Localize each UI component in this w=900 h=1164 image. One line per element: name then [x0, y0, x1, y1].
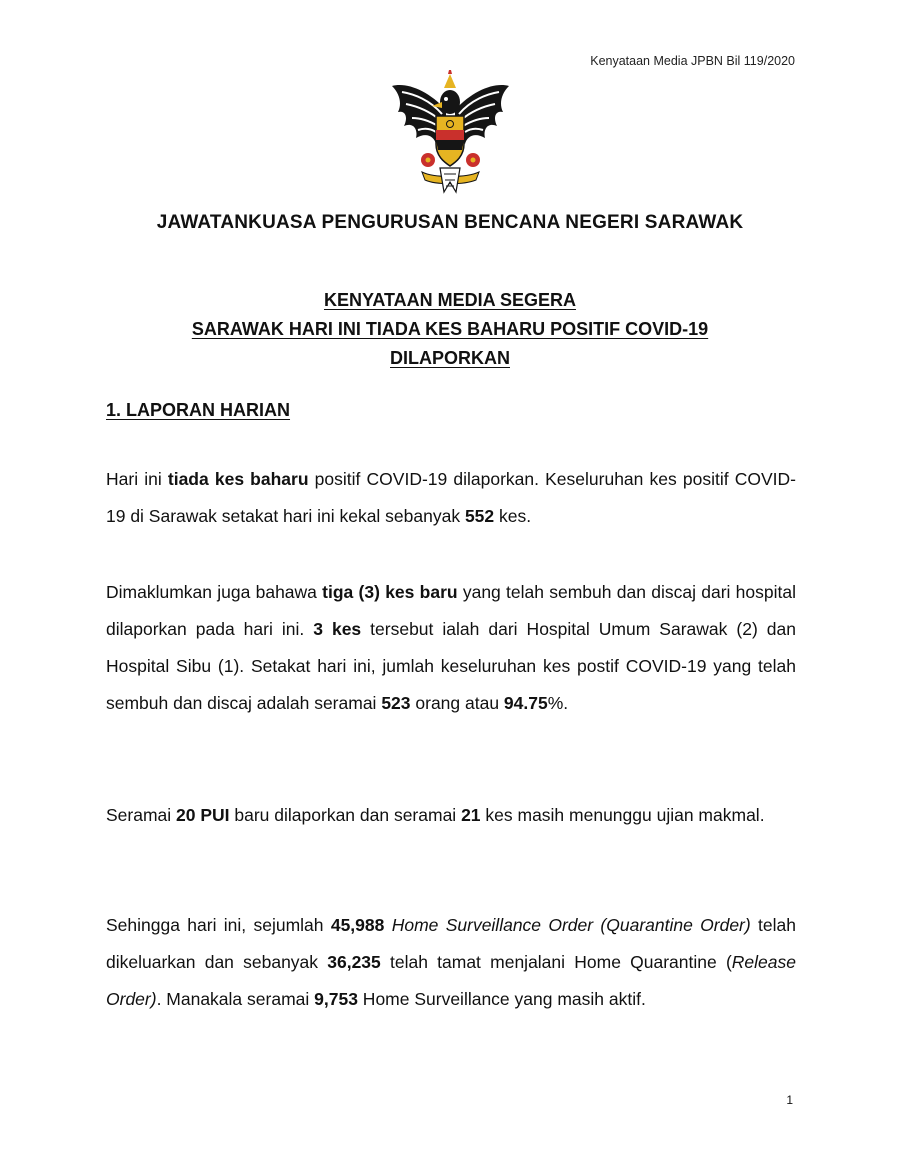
text-bold: 3 kes [313, 619, 362, 639]
section-title: 1. LAPORAN HARIAN [106, 400, 291, 420]
released-value: 36,235 [327, 952, 381, 972]
document-reference: Kenyataan Media JPBN Bil 119/2020 [590, 54, 795, 68]
hso-issued-value: 45,988 [330, 915, 385, 935]
headline-line-3: DILAPORKAN [390, 348, 510, 368]
sarawak-coat-of-arms-icon [388, 70, 513, 195]
text-italic: Home Surveillance Order (Quarantine Order) [391, 915, 751, 935]
total-cases-value: 552 [464, 506, 495, 526]
text: telah dikeluarkan dan sebanyak [106, 915, 796, 972]
active-surveillance-value: 9,753 [314, 989, 358, 1009]
text-bold: tiada kes baharu [167, 469, 309, 489]
paragraph-home-surveillance [106, 907, 796, 1018]
text: Dimaklumkan juga bahawa [106, 582, 323, 602]
text: Sehingga hari ini, sejumlah [106, 915, 331, 935]
text: Home Surveillance yang masih aktif. [357, 989, 646, 1009]
organization-name: JAWATANKUASA PENGURUSAN BENCANA NEGERI SARAWAK [156, 212, 744, 233]
paragraph-pui [106, 797, 796, 834]
recovery-rate-value: 94.75 [503, 693, 548, 713]
text: kes. [494, 506, 532, 526]
pui-count-value: 20 PUI [176, 805, 230, 825]
recovered-count-value: 523 [381, 693, 411, 713]
text: Seramai [106, 805, 177, 825]
text: tersebut ialah dari Hospital Umum Sarawak (2) dan Hospital Sibu (1). Setakat hari ini, jumlah keseluruhan kes postif COVID-19 yang telah sembuh dan discaj adalah seramai [106, 619, 796, 713]
text: telah tamat menjalani Home Quarantine ( [380, 952, 732, 972]
text [384, 915, 391, 935]
paragraph-new-cases [106, 461, 796, 535]
text: orang atau [410, 693, 504, 713]
text-bold: tiga (3) kes baru [322, 582, 458, 602]
pending-tests-value: 21 [461, 805, 481, 825]
text: . Manakala seramai [156, 989, 315, 1009]
text: baru dilaporkan dan seramai [229, 805, 462, 825]
headline-line-2: SARAWAK HARI INI TIADA KES BAHARU POSITIF COVID-19 [191, 319, 709, 339]
page-number: 1 [786, 1093, 793, 1107]
press-release-headline [110, 286, 790, 373]
text: yang telah sembuh dan discaj dari hospital dilaporkan pada hari ini. [106, 582, 796, 639]
text: positif COVID-19 dilaporkan. Keseluruhan kes positif COVID-19 di Sarawak setakat hari ini kekal sebanyak [106, 469, 796, 526]
text: Hari ini [106, 469, 168, 489]
headline-line-1: KENYATAAN MEDIA SEGERA [323, 290, 577, 310]
text: %. [547, 693, 569, 713]
paragraph-recoveries [106, 574, 796, 722]
text: kes masih menunggu ujian makmal. [480, 805, 765, 825]
text-italic: Release Order) [106, 952, 796, 1009]
